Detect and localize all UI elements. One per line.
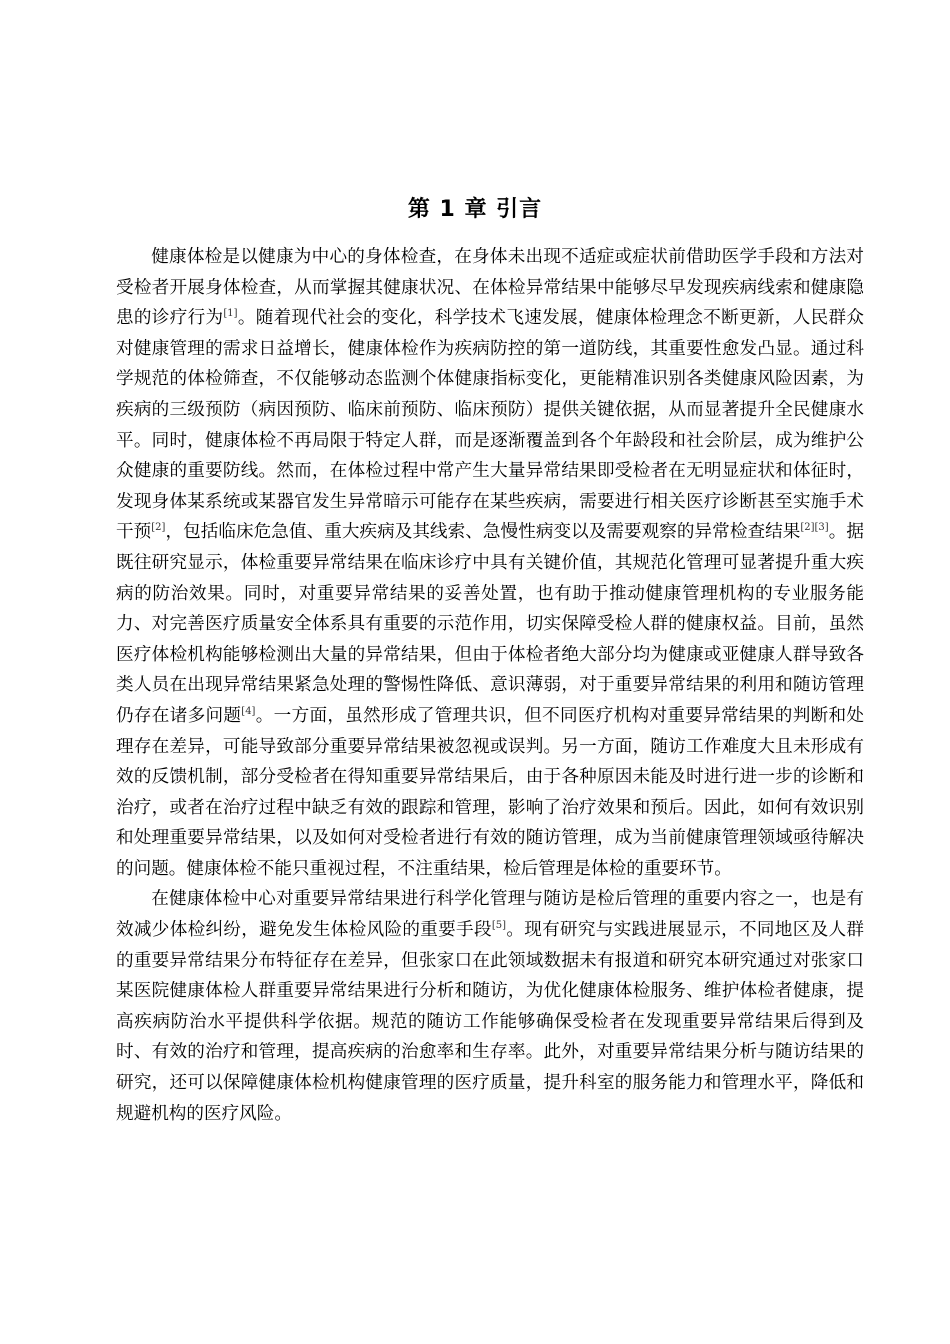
text-segment: 。据既往研究显示，体检重要异常结果在临床诊疗中具有关键价值，其规范化管理可显著提升重大疾病的防治效果。同时，对重要异常结果的妥善处置，也有助于推动健康管理机构的专业服务能力、对完善医疗质量安全体系具有重要的示范作用，切实保障受检人群的健康权益。目前，虽然医疗体检机构能够检测出大量的异常结果，但由于体检者绝大部分均为健康或亚健康人群导致各类人员在出现异常结果紧急处理的警惕性降低、意识薄弱，对于重要异常结果的利用和随访管理仍存在诸多问题 <box>116 522 864 726</box>
text-segment: 。一方面，虽然形成了管理共识，但不同医疗机构对重要异常结果的判断和处理存在差异，可能导致部分重要异常结果被忽视或误判。另一方面，随访工作难度大且未形成有效的反馈机制，部分受检者在得知重要异常结果后，由于各种原因未能及时进行进一步的诊断和治疗，或者在治疗过程中缺乏有效的跟踪和管理，影响了治疗效果和预后。因此，如何有效识别和处理重要异常结果，以及如何对受检者进行有效的随访管理，成为当前健康管理领域亟待解决的问题。健康体检不能只重视过程，不注重结果，检后管理是体检的重要环节。 <box>116 705 864 879</box>
text-segment: 。现有研究与实践进展显示，不同地区及人群的重要异常结果分布特征存在差异，但张家口在此领域数据未有报道和研究本研究通过对张家口某医院健康体检人群重要异常结果进行分析和随访，为优化健康体检服务、维护体检者健康，提高疾病防治水平提供科学依据。规范的随访工作能够确保受检者在发现重要异常结果后得到及时、有效的治疗和管理，提高疾病的治愈率和生存率。此外，对重要异常结果分析与随访结果的研究，还可以保障健康体检机构健康管理的医疗质量，提升科室的服务能力和管理水平，降低和规避机构的医疗风险。 <box>116 920 864 1124</box>
body-text <box>116 242 864 1129</box>
citation-ref: [4] <box>241 705 256 717</box>
citation-ref: [2] <box>151 522 166 534</box>
chapter-title: 第 1 章 引言 <box>407 196 543 222</box>
paragraph-1 <box>116 242 864 884</box>
paragraph-2 <box>116 884 864 1129</box>
text-segment: 。随着现代社会的变化，科学技术飞速发展，健康体检理念不断更新，人民群众对健康管理的需求日益增长，健康体检作为疾病防控的第一道防线，其重要性愈发凸显。通过科学规范的体检筛查，不仅能够动态监测个体健康指标变化，更能精准识别各类健康风险因素，为疾病的三级预防（病因预防、临床前预防、临床预防）提供关键依据，从而显著提升全民健康水平。同时，健康体检不再局限于特定人群，而是逐渐覆盖到各个年龄段和社会阶层，成为维护公众健康的重要防线。然而，在体检过程中常产生大量异常结果即受检者在无明显症状和体征时，发现身体某系统或某器官发生异常暗示可能存在某些疾病，需要进行相关医疗诊断甚至实施手术干预 <box>116 308 864 543</box>
text-segment: ，包括临床危急值、重大疾病及其线索、急慢性病变以及需要观察的异常检查结果 <box>165 522 801 543</box>
citation-ref: [2][3] <box>800 522 829 534</box>
citation-ref: [5] <box>491 920 507 932</box>
text-segment: 在健康体检中心对重要异常结果进行科学化管理与随访是检后管理的重要内容之一，也是有效减少体检纠纷，避免发生体检风险的重要手段 <box>116 889 864 941</box>
text-segment: 健康体检是以健康为中心的身体检查，在身体未出现不适症或症状前借助医学手段和方法对受检者开展身体检查，从而掌握其健康状况、在体检异常结果中能够尽早发现疾病线索和健康隐患的诊疗行为 <box>116 247 864 329</box>
citation-ref: [1] <box>223 308 238 320</box>
